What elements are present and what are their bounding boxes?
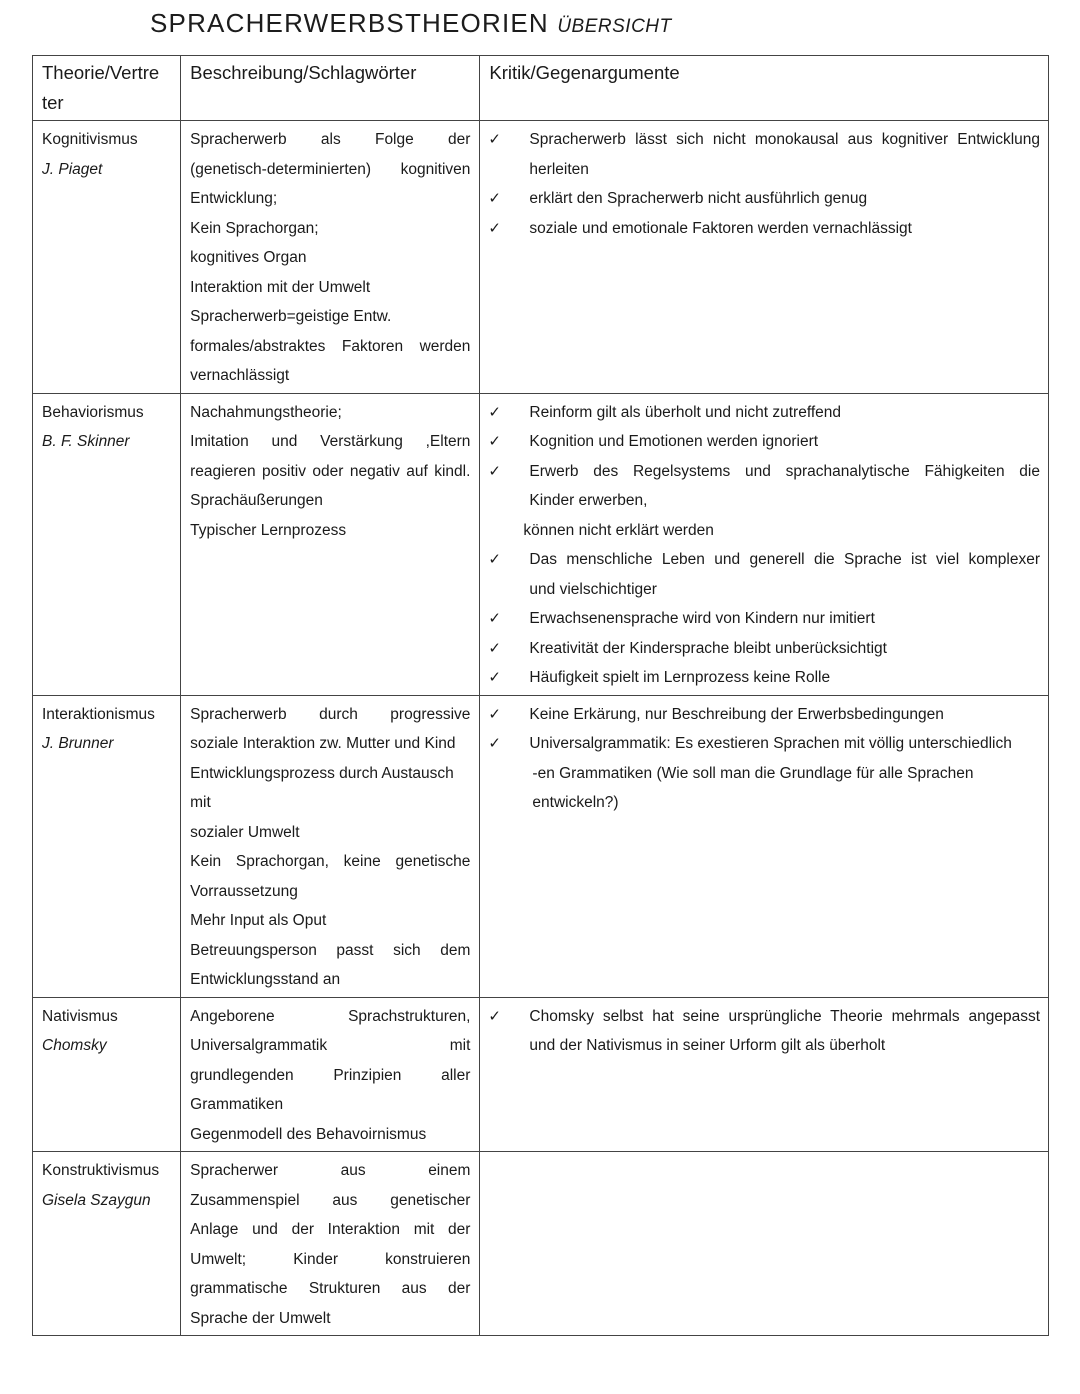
- critique-item: ✓ Kognition und Emotionen werden ignoriert: [488, 427, 1040, 457]
- desc-line: Typischer Lernprozess: [190, 521, 347, 539]
- checkmark-icon: ✓: [488, 638, 501, 657]
- critique-cell: [480, 393, 1049, 695]
- critique-item: ✓ Erwerb des Regelsystems und sprachanalytische Fähigkeiten die: [488, 457, 1040, 487]
- critique-cell: [480, 121, 1049, 394]
- desc-line: Grammatiken: [190, 1096, 284, 1113]
- desc-line: Zusammenspiel aus genetischer: [190, 1191, 471, 1209]
- theories-table: [32, 55, 1049, 1336]
- desc-line: Spracherwerb=geistige Entw.: [190, 308, 392, 325]
- critique-item: ✓ Chomsky selbst hat seine ursprüngliche Theorie mehrmals angepasst: [488, 1002, 1040, 1032]
- critique-item: ✓ erklärt den Spracherwerb nicht ausführlich genug: [488, 184, 1040, 214]
- desc-line: Entwicklungsprozess durch Austausch: [190, 764, 454, 782]
- critique-item-continued: können nicht erklärt werden: [523, 521, 714, 539]
- critique-item: ✓ Erwachsenensprache wird von Kindern nur imitiert: [488, 604, 1040, 634]
- theory-author: B. F. Skinner: [42, 433, 130, 450]
- desc-line: Spracherwerb als Folge der: [190, 131, 471, 148]
- critique-cell: [480, 695, 1049, 997]
- desc-line: formales/abstraktes Faktoren werden: [190, 337, 471, 355]
- critique-item-continued: und vielschichtiger: [529, 580, 657, 598]
- desc-line: Spracherwer aus einem: [190, 1162, 471, 1179]
- desc-line: grammatische Strukturen aus der: [190, 1280, 471, 1297]
- critique-item: ✓ Universalgrammatik: Es exestieren Sprachen mit völlig unterschiedlich: [488, 729, 1040, 759]
- desc-line: grundlegenden Prinzipien aller: [190, 1066, 471, 1084]
- desc-line: Nachahmungstheorie;: [190, 403, 342, 421]
- critique-item-continued: entwickeln?): [532, 794, 619, 811]
- theory-author: Gisela Szaygun: [42, 1191, 151, 1209]
- theory-cell: [33, 393, 181, 695]
- desc-line: Betreuungsperson passt sich dem: [190, 941, 471, 959]
- critique-item: ✓ Häufigkeit spielt im Lernprozess keine Rolle: [488, 663, 1040, 693]
- checkmark-icon: ✓: [488, 402, 501, 421]
- table-row: [33, 1152, 1049, 1336]
- desc-line: Angeborene Sprachstrukturen,: [190, 1007, 471, 1025]
- checkmark-icon: ✓: [488, 1006, 501, 1025]
- header-row: [33, 56, 1049, 121]
- desc-line: Imitation und Verstärkung ,Eltern: [190, 433, 471, 450]
- checkmark-icon: ✓: [488, 734, 501, 752]
- description-cell: [181, 121, 480, 394]
- desc-line: Interaktion mit der Umwelt: [190, 278, 371, 296]
- checkmark-icon: ✓: [488, 668, 501, 686]
- header-description: Beschreibung/Schlagwörter: [181, 56, 480, 121]
- desc-line: mit: [190, 794, 211, 811]
- desc-line: Spracherwerb durch progressive: [190, 705, 471, 723]
- table-row: [33, 121, 1049, 394]
- desc-line: Universalgrammatik mit: [190, 1037, 471, 1054]
- table-row: [33, 695, 1049, 997]
- theory-cell: [33, 121, 181, 394]
- desc-line: Gegenmodell des Behavoirnismus: [190, 1125, 427, 1143]
- theory-cell: [33, 997, 181, 1152]
- checkmark-icon: ✓: [488, 704, 501, 723]
- checkmark-icon: ✓: [488, 550, 501, 568]
- critique-item-continued: Kinder erwerben,: [529, 492, 648, 509]
- desc-line: (genetisch-determinierten) kognitiven: [190, 160, 471, 178]
- critique-item: ✓ soziale und emotionale Faktoren werden vernachlässigt: [488, 214, 1040, 244]
- checkmark-icon: ✓: [488, 432, 501, 450]
- checkmark-icon: ✓: [488, 130, 501, 148]
- desc-line: Vorraussetzung: [190, 882, 298, 900]
- description-cell: [181, 1152, 480, 1336]
- header-theory: [33, 56, 181, 121]
- checkmark-icon: ✓: [488, 189, 501, 207]
- theory-name: Behaviorismus: [42, 403, 144, 421]
- theory-name: Konstruktivismus: [42, 1162, 160, 1179]
- critique-item-continued: -en Grammatiken (Wie soll man die Grundlage für alle Sprachen: [532, 764, 974, 782]
- desc-line: Anlage und der Interaktion mit der: [190, 1221, 471, 1238]
- critique-cell-empty: [480, 1152, 1049, 1336]
- checkmark-icon: ✓: [488, 218, 501, 237]
- description-cell: [181, 997, 480, 1152]
- desc-line: sozialer Umwelt: [190, 823, 300, 841]
- desc-line: Entwicklungsstand an: [190, 971, 341, 988]
- desc-line: soziale Interaktion zw. Mutter und Kind: [190, 735, 456, 752]
- description-cell: [181, 695, 480, 997]
- desc-line: Mehr Input als Oput: [190, 912, 327, 929]
- title-sub: ÜBERSICHT: [557, 16, 672, 37]
- desc-line: vernachlässigt: [190, 367, 290, 384]
- theory-name: Kognitivismus: [42, 131, 138, 148]
- critique-cell: [480, 997, 1049, 1152]
- header-theory-line2: ter: [42, 92, 64, 113]
- critique-item: ✓ Keine Erkärung, nur Beschreibung der Erwerbsbedingungen: [488, 700, 1040, 730]
- theory-cell: [33, 1152, 181, 1336]
- critique-item: ✓ Spracherwerb lässt sich nicht monokausal aus kognitiver Entwicklung: [488, 125, 1040, 155]
- desc-line: Kein Sprachorgan, keine genetische: [190, 853, 471, 870]
- description-cell: [181, 393, 480, 695]
- desc-line: Entwicklung;: [190, 190, 278, 207]
- theory-author: J. Piaget: [42, 160, 103, 178]
- header-critique: Kritik/Gegenargumente: [480, 56, 1049, 121]
- header-theory-line1: Theorie/Vertre: [42, 62, 160, 83]
- theory-name: Interaktionismus: [42, 705, 155, 723]
- title-main: SPRACHERWERBSTHEORIEN: [150, 8, 549, 38]
- desc-line: reagieren positiv oder negativ auf kindl.: [190, 462, 471, 480]
- desc-line: Umwelt; Kinder konstruieren: [190, 1250, 471, 1268]
- table-row: [33, 393, 1049, 695]
- theory-author: Chomsky: [42, 1037, 107, 1054]
- theory-name: Nativismus: [42, 1007, 118, 1025]
- critique-item: ✓ Kreativität der Kindersprache bleibt unberücksichtigt: [488, 634, 1040, 664]
- desc-line: Kein Sprachorgan;: [190, 219, 319, 237]
- checkmark-icon: ✓: [488, 609, 501, 627]
- desc-line: Sprachäußerungen: [190, 492, 323, 509]
- critique-item-continued: herleiten: [529, 160, 589, 178]
- checkmark-icon: ✓: [488, 461, 501, 480]
- critique-item-continued: und der Nativismus in seiner Urform gilt als überholt: [529, 1037, 886, 1054]
- critique-item: ✓ Reinform gilt als überholt und nicht zutreffend: [488, 398, 1040, 428]
- desc-line: kognitives Organ: [190, 249, 307, 266]
- desc-line: Sprache der Umwelt: [190, 1309, 331, 1327]
- page-title: [150, 8, 672, 39]
- theory-author: J. Brunner: [42, 735, 114, 752]
- critique-item: ✓ Das menschliche Leben und generell die Sprache ist viel komplexer: [488, 545, 1040, 575]
- theory-cell: [33, 695, 181, 997]
- table-row: [33, 997, 1049, 1152]
